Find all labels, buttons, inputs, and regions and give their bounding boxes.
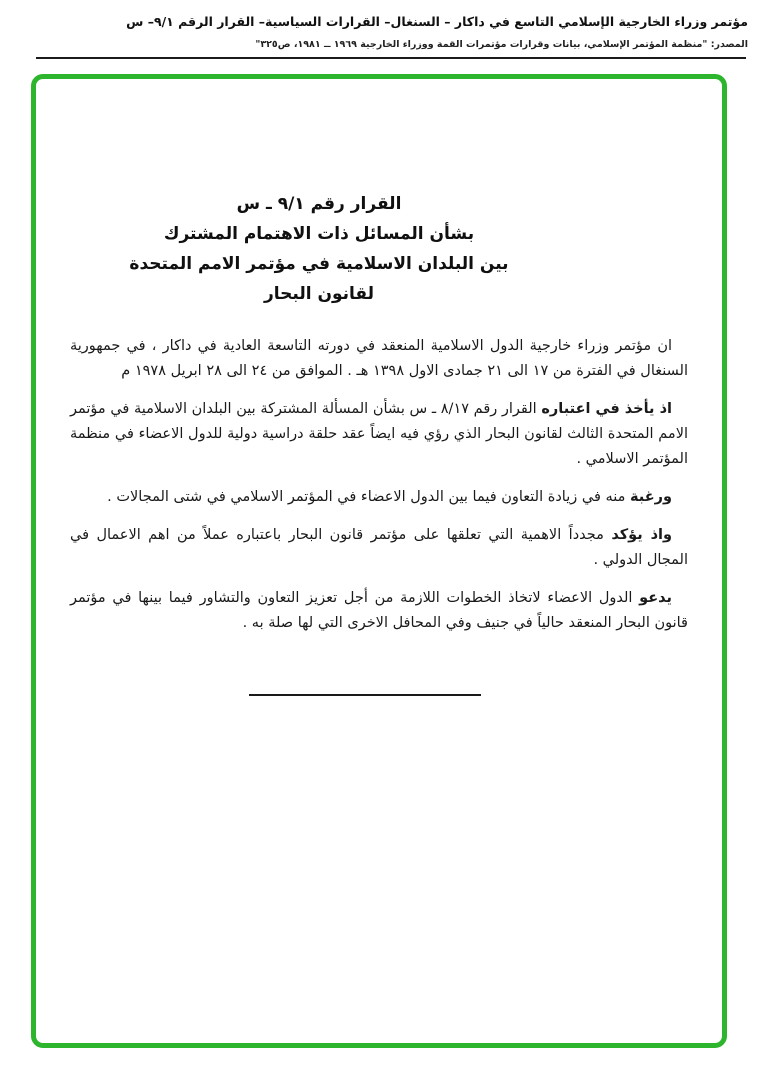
paragraph-desiring-text: منه في زيادة التعاون فيما بين الدول الاعضاء في المؤتمر الاسلامي في شتى المجالات . (107, 489, 626, 505)
paragraph-invites-text: الدول الاعضاء لاتخاذ الخطوات اللازمة من أجل تعزيز التعاون والتشاور فيما بينها في مؤتمر قانون البحار المنعقد حالياً في جنيف وفي المحافل الاخرى التي لها صلة به . (70, 590, 688, 631)
resolution-number-line: القرار رقم ٩/١ ـ س (236, 194, 402, 214)
paragraph-considering (70, 397, 688, 472)
resolution-title-line-2: بين البلدان الاسلامية في مؤتمر الامم المتحدة (129, 254, 509, 274)
document-frame (31, 74, 727, 1048)
paragraph-desiring (70, 485, 688, 510)
paragraph-considering-lead: اذ يأخذ في اعتباره (541, 401, 673, 417)
paragraph-preamble-text: ان مؤتمر وزراء خارجية الدول الاسلامية المنعقد في دورته التاسعة العادية في داكار ، في جمهورية السنغال في الفترة من ١٧ الى ٢١ جمادى الاول ١٣٩٨ هـ . الموافق من ٢٤ الى ٢٨ ابريل ١٩٧٨ م (70, 338, 688, 379)
paragraph-reaffirming-text: مجدداً الاهمية التي تعلقها على مؤتمر قانون البحار باعتباره عملاً من اهم الاعمال في المجال الدولي . (70, 527, 688, 568)
resolution-title-block (10, 189, 628, 309)
header-source-line: المصدر: "منظمة المؤتمر الإسلامي، بيانات وقرارات مؤتمرات القمة ووزراء الخارجية ١٩٦٩ ــ ١٩٨١، ص٣٢٥" (255, 39, 748, 50)
resolution-content (36, 79, 722, 696)
paragraph-invites-lead: يدعو (639, 590, 672, 606)
header-title: مؤتمر وزراء الخارجية الإسلامي التاسع في داكار – السنغال– القرارات السياسية– القرار الرقم ٩/١– س (126, 14, 748, 29)
paragraph-invites (70, 586, 688, 636)
page-header (0, 0, 758, 59)
paragraph-reaffirming (70, 523, 688, 573)
paragraph-considering-text: القرار رقم ٨/١٧ ـ س بشأن المسألة المشتركة بين البلدان الاسلامية في مؤتمر الامم المتحدة الثالث لقانون البحار الذي رؤي فيه ايضاً عقد حلقة دراسية دولية للدول الاعضاء في منظمة المؤتمر الاسلامي . (70, 401, 688, 467)
resolution-title-line-1: بشأن المسائل ذات الاهتمام المشترك (163, 224, 475, 244)
header-divider (36, 57, 746, 59)
paragraph-preamble (70, 334, 688, 384)
paragraph-reaffirming-lead: واذ يؤكد (611, 527, 672, 543)
resolution-title-line-3: لقانون البحار (263, 284, 375, 304)
paragraph-desiring-lead: ورغبة (630, 489, 672, 505)
separator-line (249, 694, 481, 696)
